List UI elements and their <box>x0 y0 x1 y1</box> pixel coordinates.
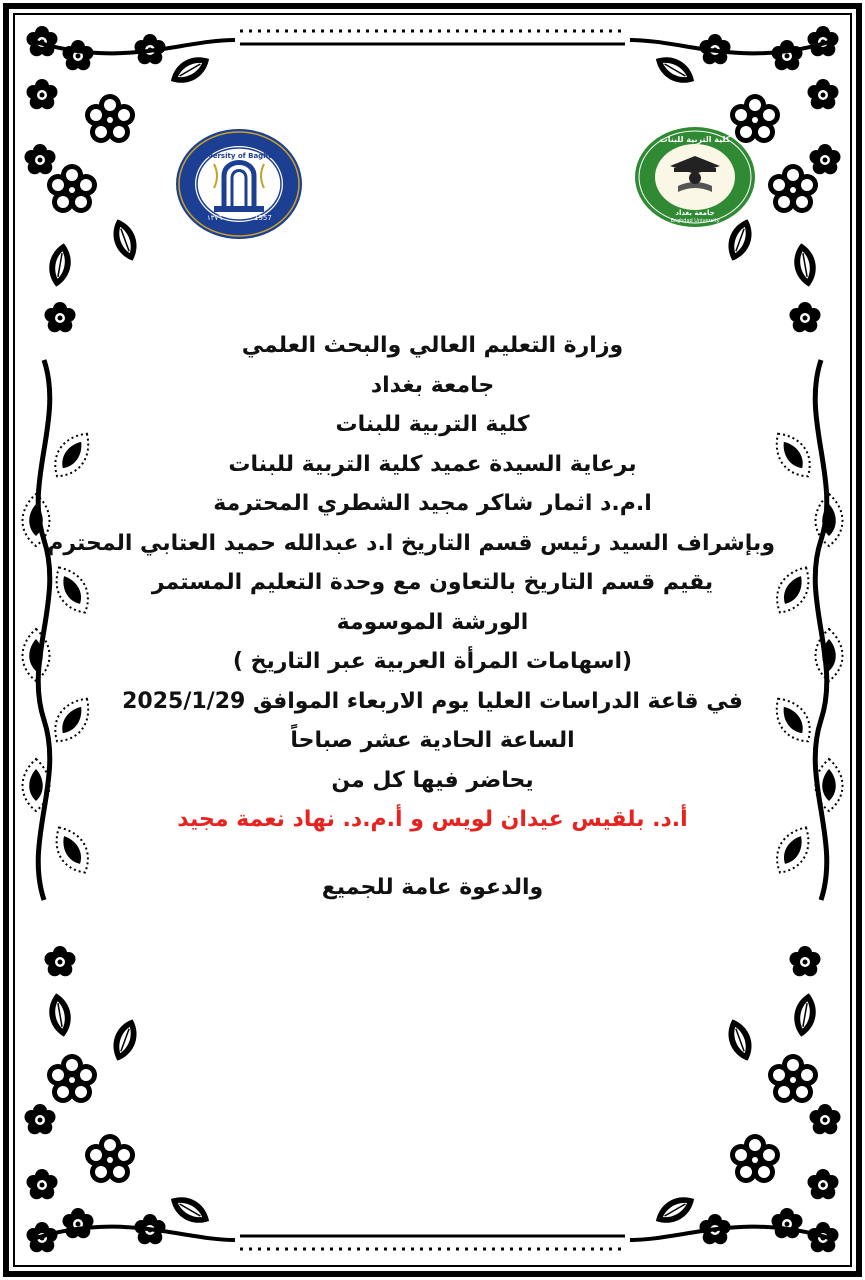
lecturers-names: أ.د. بلقيس عيدان لويس و أ.م.د. نهاد نعمة مجيد <box>177 807 688 832</box>
svg-text:كلية التربية للبنات: كلية التربية للبنات <box>659 135 731 144</box>
supervision-line: وبإشراف السيد رئيس قسم التاريخ ا.د عبدالله حميد العتابي المحترم <box>47 530 775 556</box>
venue-text: في قاعة الدراسات العليا يوم الاربعاء الموافق <box>253 688 743 714</box>
svg-text:University of Baghdad: University of Baghdad <box>195 152 283 160</box>
lecturers-intro-line: يحاضر فيها كل من <box>331 767 534 793</box>
patronage-line: برعاية السيدة عميد كلية التربية للبنات <box>228 451 637 477</box>
workshop-title: (اسهامات المرأة العربية عبر التاريخ ) <box>232 649 633 674</box>
university-of-baghdad-logo <box>174 128 304 240</box>
invitation-content <box>47 326 775 907</box>
closing-line: والدعوة عامة للجميع <box>321 874 544 900</box>
event-type-line: الورشة الموسومة <box>336 609 529 635</box>
organizer-line: يقيم قسم التاريخ بالتعاون مع وحدة التعليم المستمر <box>151 570 714 595</box>
svg-text:1957: 1957 <box>254 214 272 222</box>
event-date: 2025/1/29 <box>122 688 246 714</box>
university-line: جامعة بغداد <box>370 372 495 398</box>
college-of-education-for-women-logo <box>634 126 756 228</box>
svg-text:Baghdad University: Baghdad University <box>670 218 720 224</box>
dean-name-line: ا.م.د اثمار شاكر مجيد الشطري المحترمة <box>213 491 652 516</box>
ministry-line: وزارة التعليم العالي والبحث العلمي <box>241 333 624 358</box>
svg-text:جامعة بغداد: جامعة بغداد <box>675 209 715 217</box>
college-line: كلية التربية للبنات <box>335 412 530 437</box>
venue-date-line <box>90 682 775 722</box>
time-line: الساعة الحادية عشر صباحاً <box>290 728 575 753</box>
svg-text:١٣٧٦: ١٣٧٦ <box>207 214 223 222</box>
